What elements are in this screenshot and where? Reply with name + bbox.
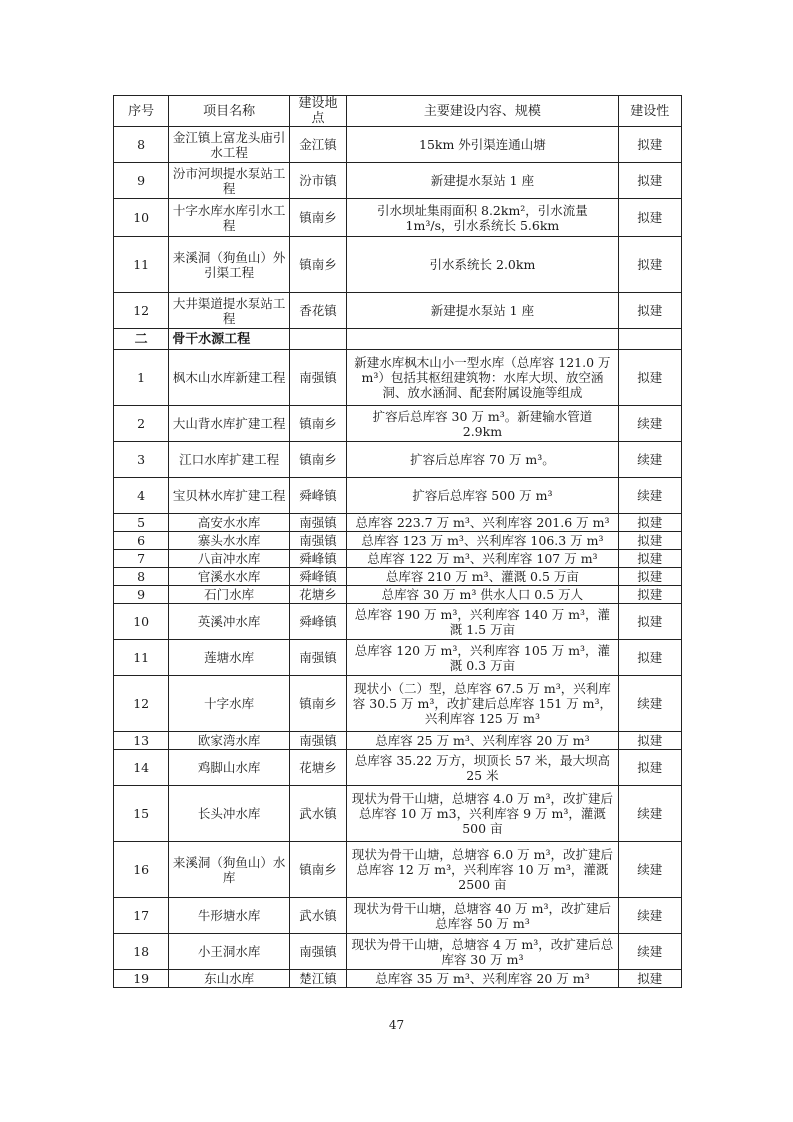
- cell-name: 欧家湾水库: [169, 732, 290, 750]
- cell-status: 续建: [618, 442, 681, 478]
- cell-location: 镇南乡: [289, 676, 346, 732]
- table-row: [114, 604, 682, 640]
- cell-location: 花塘乡: [289, 586, 346, 604]
- cell-status: 拟建: [618, 293, 681, 329]
- cell-content: 总库容 30 万 m³ 供水人口 0.5 万人: [347, 586, 618, 604]
- table-header-row: [114, 96, 682, 127]
- table-row: [114, 442, 682, 478]
- cell-name: 十字水库水库引水工程: [169, 199, 290, 237]
- cell-no: 4: [114, 478, 169, 514]
- cell-content: 总库容 25 万 m³、兴利库容 20 万 m³: [347, 732, 618, 750]
- cell-status: 拟建: [618, 586, 681, 604]
- section-number: 二: [114, 329, 169, 350]
- table-row: [114, 568, 682, 586]
- cell-location: 汾市镇: [289, 163, 346, 199]
- cell-status: 拟建: [618, 163, 681, 199]
- cell-name: 寨头水水库: [169, 532, 290, 550]
- header-no: 序号: [114, 96, 169, 127]
- cell-no: 18: [114, 934, 169, 970]
- cell-status: 续建: [618, 786, 681, 842]
- cell-no: 17: [114, 898, 169, 934]
- section-empty-cell: [289, 329, 346, 350]
- table-row: [114, 732, 682, 750]
- table-row: [114, 550, 682, 568]
- cell-location: 武水镇: [289, 898, 346, 934]
- cell-content: 总库容 35.22 万方，坝顶长 57 米，最大坝高 25 米: [347, 750, 618, 786]
- cell-content: 总库容 210 万 m³、灌溉 0.5 万亩: [347, 568, 618, 586]
- cell-content: 现状为骨干山塘，总塘容 6.0 万 m³，改扩建后总库容 12 万 m³，兴利库容 10 万 m³，灌溉 2500 亩: [347, 842, 618, 898]
- cell-name: 高安水水库: [169, 514, 290, 532]
- table-row: [114, 293, 682, 329]
- cell-name: 鸡脚山水库: [169, 750, 290, 786]
- cell-status: 拟建: [618, 127, 681, 163]
- cell-content: 现状小（二）型，总库容 67.5 万 m³，兴利库容 30.5 万 m³，改扩建后总库容 151 万 m³，兴利库容 125 万 m³: [347, 676, 618, 732]
- cell-no: 7: [114, 550, 169, 568]
- header-status: 建设性: [618, 96, 681, 127]
- cell-status: 续建: [618, 676, 681, 732]
- cell-location: 南强镇: [289, 514, 346, 532]
- cell-content: 总库容 35 万 m³、兴利库容 20 万 m³: [347, 970, 618, 988]
- cell-status: 拟建: [618, 514, 681, 532]
- page-number: 47: [388, 1018, 405, 1032]
- section-title: 骨干水源工程: [169, 329, 290, 350]
- cell-no: 11: [114, 640, 169, 676]
- cell-content: 扩容后总库容 500 万 m³: [347, 478, 618, 514]
- cell-name: 宝贝林水库扩建工程: [169, 478, 290, 514]
- table-row: [114, 934, 682, 970]
- cell-content: 总库容 190 万 m³，兴利库容 140 万 m³，灌溉 1.5 万亩: [347, 604, 618, 640]
- cell-content: 新建水库枫木山小一型水库（总库容 121.0 万 m³）包括其枢纽建筑物：水库大坝、放空涵洞、放水涵洞、配套附属设施等组成: [347, 350, 618, 406]
- cell-location: 舜峰镇: [289, 604, 346, 640]
- cell-name: 来溪洞（狗鱼山）水库: [169, 842, 290, 898]
- cell-location: 镇南乡: [289, 406, 346, 442]
- cell-no: 15: [114, 786, 169, 842]
- table-row: [114, 163, 682, 199]
- header-name: 项目名称: [169, 96, 290, 127]
- cell-status: 拟建: [618, 350, 681, 406]
- cell-location: 金江镇: [289, 127, 346, 163]
- table-row: [114, 786, 682, 842]
- cell-name: 汾市河坝提水泵站工程: [169, 163, 290, 199]
- cell-location: 香花镇: [289, 293, 346, 329]
- cell-status: 拟建: [618, 550, 681, 568]
- cell-status: 续建: [618, 406, 681, 442]
- cell-location: 楚江镇: [289, 970, 346, 988]
- cell-no: 16: [114, 842, 169, 898]
- cell-status: 续建: [618, 478, 681, 514]
- cell-no: 12: [114, 676, 169, 732]
- cell-no: 5: [114, 514, 169, 532]
- section-row: [114, 329, 682, 350]
- cell-content: 引水坝址集雨面积 8.2km²，引水流量 1m³/s，引水系统长 5.6km: [347, 199, 618, 237]
- cell-name: 大山背水库扩建工程: [169, 406, 290, 442]
- cell-location: 镇南乡: [289, 442, 346, 478]
- table-row: [114, 640, 682, 676]
- cell-name: 长头冲水库: [169, 786, 290, 842]
- cell-status: 续建: [618, 842, 681, 898]
- section-empty-cell: [347, 329, 618, 350]
- table-row: [114, 478, 682, 514]
- cell-location: 花塘乡: [289, 750, 346, 786]
- table-row: [114, 970, 682, 988]
- cell-content: 总库容 122 万 m³、兴利库容 107 万 m³: [347, 550, 618, 568]
- cell-no: 9: [114, 163, 169, 199]
- cell-content: 现状为骨干山塘，总塘容 4 万 m³，改扩建后总库容 30 万 m³: [347, 934, 618, 970]
- cell-status: 续建: [618, 898, 681, 934]
- cell-location: 武水镇: [289, 786, 346, 842]
- cell-no: 8: [114, 127, 169, 163]
- header-location: 建设地点: [289, 96, 346, 127]
- cell-content: 总库容 120 万 m³，兴利库容 105 万 m³，灌溉 0.3 万亩: [347, 640, 618, 676]
- cell-content: 引水系统长 2.0km: [347, 237, 618, 293]
- cell-content: 新建提水泵站 1 座: [347, 163, 618, 199]
- cell-no: 3: [114, 442, 169, 478]
- cell-name: 十字水库: [169, 676, 290, 732]
- cell-name: 八亩冲水库: [169, 550, 290, 568]
- cell-content: 现状为骨干山塘，总塘容 4.0 万 m³，改扩建后总库容 10 万 m3，兴利库容 9 万 m³，灌溉 500 亩: [347, 786, 618, 842]
- cell-content: 现状为骨干山塘，总塘容 40 万 m³，改扩建后总库容 50 万 m³: [347, 898, 618, 934]
- table-row: [114, 586, 682, 604]
- cell-status: 拟建: [618, 750, 681, 786]
- cell-no: 6: [114, 532, 169, 550]
- cell-status: 拟建: [618, 640, 681, 676]
- cell-name: 牛形塘水库: [169, 898, 290, 934]
- cell-location: 南强镇: [289, 934, 346, 970]
- cell-name: 大井渠道提水泵站工程: [169, 293, 290, 329]
- table-row: [114, 750, 682, 786]
- cell-name: 英溪冲水库: [169, 604, 290, 640]
- cell-name: 莲塘水库: [169, 640, 290, 676]
- cell-location: 镇南乡: [289, 199, 346, 237]
- cell-no: 13: [114, 732, 169, 750]
- cell-name: 金江镇上富龙头庙引水工程: [169, 127, 290, 163]
- cell-no: 14: [114, 750, 169, 786]
- cell-location: 南强镇: [289, 532, 346, 550]
- section-empty-cell: [618, 329, 681, 350]
- cell-content: 15km 外引渠连通山塘: [347, 127, 618, 163]
- cell-name: 东山水库: [169, 970, 290, 988]
- cell-name: 来溪洞（狗鱼山）外引渠工程: [169, 237, 290, 293]
- table-row: [114, 406, 682, 442]
- cell-no: 8: [114, 568, 169, 586]
- cell-location: 南强镇: [289, 732, 346, 750]
- project-table: [113, 95, 682, 988]
- cell-content: 总库容 123 万 m³、兴利库容 106.3 万 m³: [347, 532, 618, 550]
- table-row: [114, 842, 682, 898]
- cell-content: 扩容后总库容 70 万 m³。: [347, 442, 618, 478]
- cell-content: 新建提水泵站 1 座: [347, 293, 618, 329]
- cell-no: 10: [114, 199, 169, 237]
- cell-status: 拟建: [618, 532, 681, 550]
- cell-name: 江口水库扩建工程: [169, 442, 290, 478]
- cell-status: 拟建: [618, 568, 681, 586]
- cell-status: 拟建: [618, 732, 681, 750]
- cell-no: 10: [114, 604, 169, 640]
- cell-status: 拟建: [618, 970, 681, 988]
- table-row: [114, 514, 682, 532]
- cell-location: 舜峰镇: [289, 478, 346, 514]
- cell-status: 拟建: [618, 199, 681, 237]
- table-row: [114, 676, 682, 732]
- cell-no: 19: [114, 970, 169, 988]
- cell-content: 扩容后总库容 30 万 m³。新建输水管道 2.9km: [347, 406, 618, 442]
- cell-location: 南强镇: [289, 350, 346, 406]
- cell-status: 拟建: [618, 604, 681, 640]
- cell-location: 南强镇: [289, 640, 346, 676]
- table-row: [114, 237, 682, 293]
- cell-no: 9: [114, 586, 169, 604]
- cell-no: 12: [114, 293, 169, 329]
- table-row: [114, 199, 682, 237]
- cell-location: 镇南乡: [289, 842, 346, 898]
- cell-status: 拟建: [618, 237, 681, 293]
- cell-name: 石门水库: [169, 586, 290, 604]
- header-content: 主要建设内容、规模: [347, 96, 618, 127]
- cell-location: 舜峰镇: [289, 550, 346, 568]
- cell-location: 镇南乡: [289, 237, 346, 293]
- table-row: [114, 350, 682, 406]
- cell-location: 舜峰镇: [289, 568, 346, 586]
- cell-name: 枫木山水库新建工程: [169, 350, 290, 406]
- cell-content: 总库容 223.7 万 m³、兴利库容 201.6 万 m³: [347, 514, 618, 532]
- cell-status: 续建: [618, 934, 681, 970]
- cell-name: 官溪水水库: [169, 568, 290, 586]
- cell-name: 小王洞水库: [169, 934, 290, 970]
- cell-no: 1: [114, 350, 169, 406]
- cell-no: 2: [114, 406, 169, 442]
- table-row: [114, 898, 682, 934]
- table-row: [114, 127, 682, 163]
- table-row: [114, 532, 682, 550]
- cell-no: 11: [114, 237, 169, 293]
